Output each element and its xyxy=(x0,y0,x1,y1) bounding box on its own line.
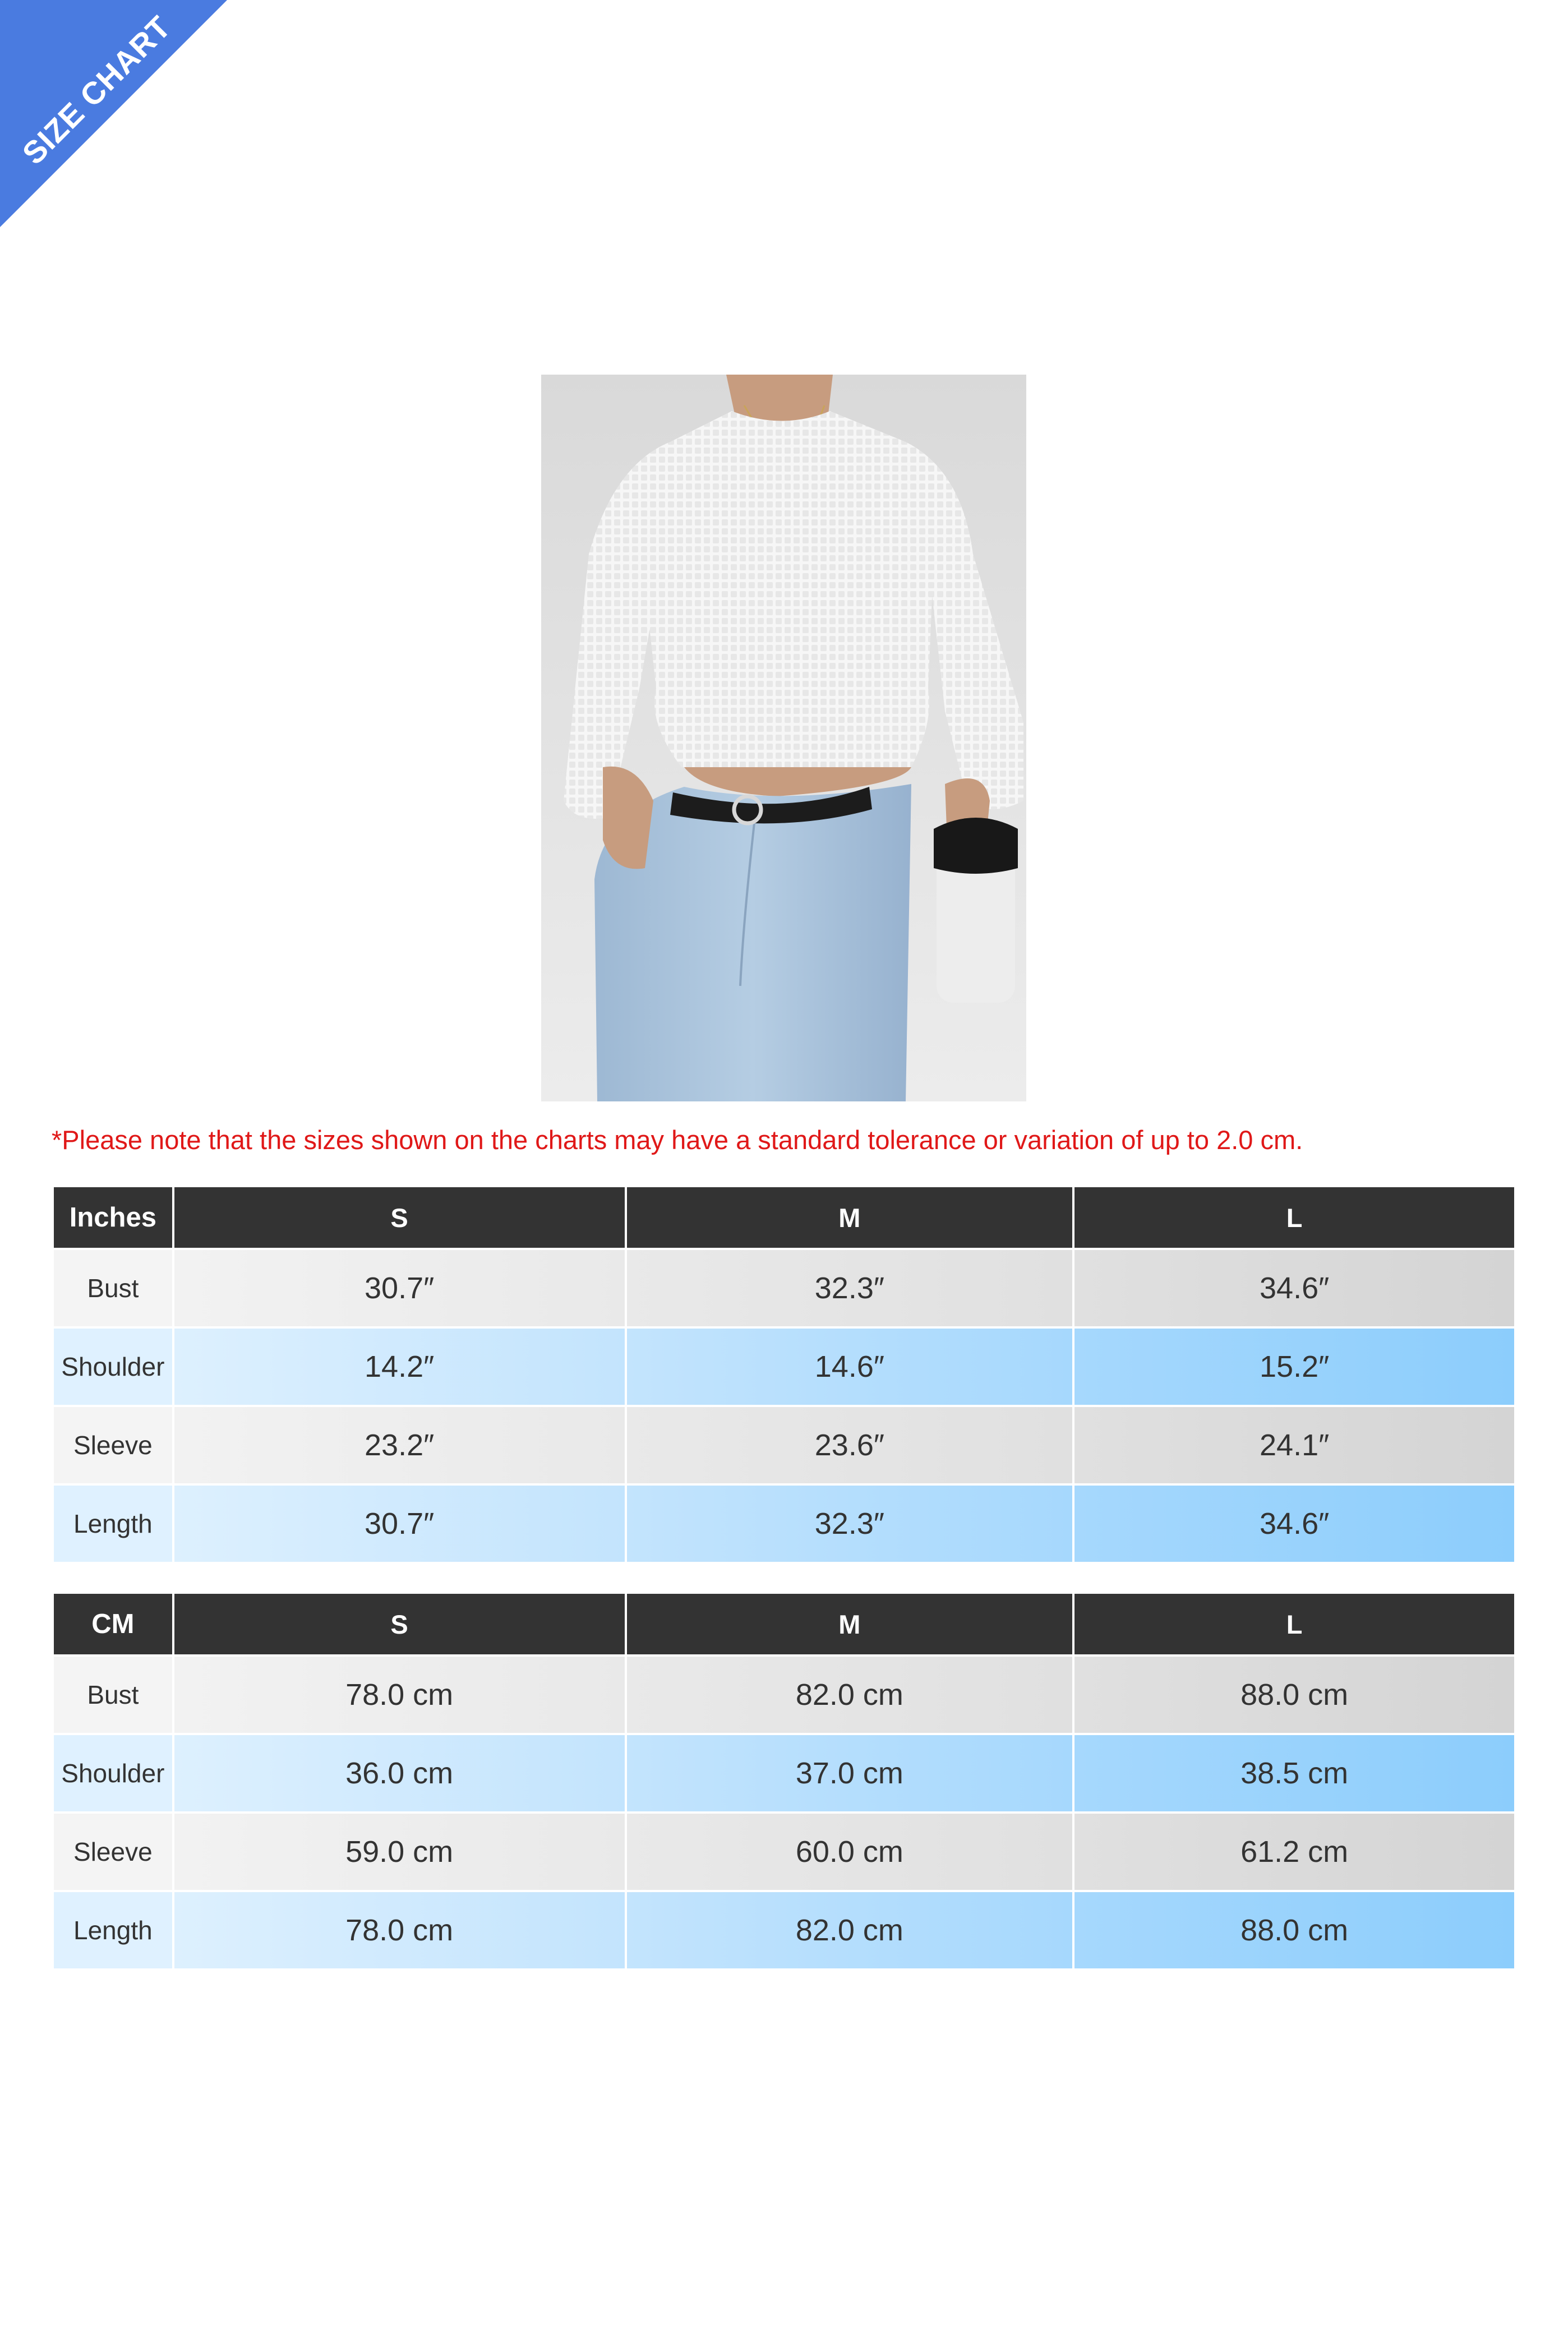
size-chart-badge xyxy=(0,0,227,227)
row-label: Bust xyxy=(54,1657,172,1733)
cm-size-table xyxy=(52,1592,1516,1971)
table-row xyxy=(54,1814,1514,1890)
size-header-m: M xyxy=(627,1187,1073,1248)
unit-header: Inches xyxy=(54,1187,172,1248)
size-header-l: L xyxy=(1074,1594,1514,1654)
size-header-s: S xyxy=(174,1187,625,1248)
table-cell: 34.6″ xyxy=(1074,1250,1514,1326)
table-cell: 30.7″ xyxy=(174,1250,625,1326)
table-row xyxy=(54,1657,1514,1733)
table-cell: 24.1″ xyxy=(1074,1407,1514,1483)
table-cell: 32.3″ xyxy=(627,1486,1073,1562)
table-cell: 23.6″ xyxy=(627,1407,1073,1483)
row-label: Length xyxy=(54,1486,172,1562)
row-label: Length xyxy=(54,1892,172,1968)
product-photo xyxy=(541,375,1026,1101)
table-cell: 36.0 cm xyxy=(174,1735,625,1811)
table-row xyxy=(54,1329,1514,1405)
table-cell: 32.3″ xyxy=(627,1250,1073,1326)
tolerance-note: *Please note that the sizes shown on the charts may have a standard tolerance or variation of up to 2.0 cm. xyxy=(52,1125,1303,1155)
table-cell: 14.2″ xyxy=(174,1329,625,1405)
table-cell: 78.0 cm xyxy=(174,1657,625,1733)
table-cell: 78.0 cm xyxy=(174,1892,625,1968)
table-row xyxy=(54,1407,1514,1483)
inches-size-table xyxy=(52,1185,1516,1564)
size-header-s: S xyxy=(174,1594,625,1654)
table-header-row xyxy=(54,1594,1514,1654)
table-cell: 37.0 cm xyxy=(627,1735,1073,1811)
table-row xyxy=(54,1486,1514,1562)
table-cell: 14.6″ xyxy=(627,1329,1073,1405)
unit-header: CM xyxy=(54,1594,172,1654)
table-row xyxy=(54,1735,1514,1811)
table-cell: 38.5 cm xyxy=(1074,1735,1514,1811)
table-row xyxy=(54,1250,1514,1326)
table-cell: 82.0 cm xyxy=(627,1892,1073,1968)
row-label: Shoulder xyxy=(54,1735,172,1811)
table-row xyxy=(54,1892,1514,1968)
size-header-m: M xyxy=(627,1594,1073,1654)
size-chart-badge-label: SIZE CHART xyxy=(15,8,178,172)
table-header-row xyxy=(54,1187,1514,1248)
table-cell: 59.0 cm xyxy=(174,1814,625,1890)
table-cell: 23.2″ xyxy=(174,1407,625,1483)
table-cell: 34.6″ xyxy=(1074,1486,1514,1562)
row-label: Bust xyxy=(54,1250,172,1326)
row-label: Sleeve xyxy=(54,1814,172,1890)
table-cell: 88.0 cm xyxy=(1074,1657,1514,1733)
table-cell: 82.0 cm xyxy=(627,1657,1073,1733)
size-header-l: L xyxy=(1074,1187,1514,1248)
table-cell: 88.0 cm xyxy=(1074,1892,1514,1968)
table-cell: 60.0 cm xyxy=(627,1814,1073,1890)
table-cell: 15.2″ xyxy=(1074,1329,1514,1405)
row-label: Sleeve xyxy=(54,1407,172,1483)
table-cell: 30.7″ xyxy=(174,1486,625,1562)
row-label: Shoulder xyxy=(54,1329,172,1405)
table-cell: 61.2 cm xyxy=(1074,1814,1514,1890)
